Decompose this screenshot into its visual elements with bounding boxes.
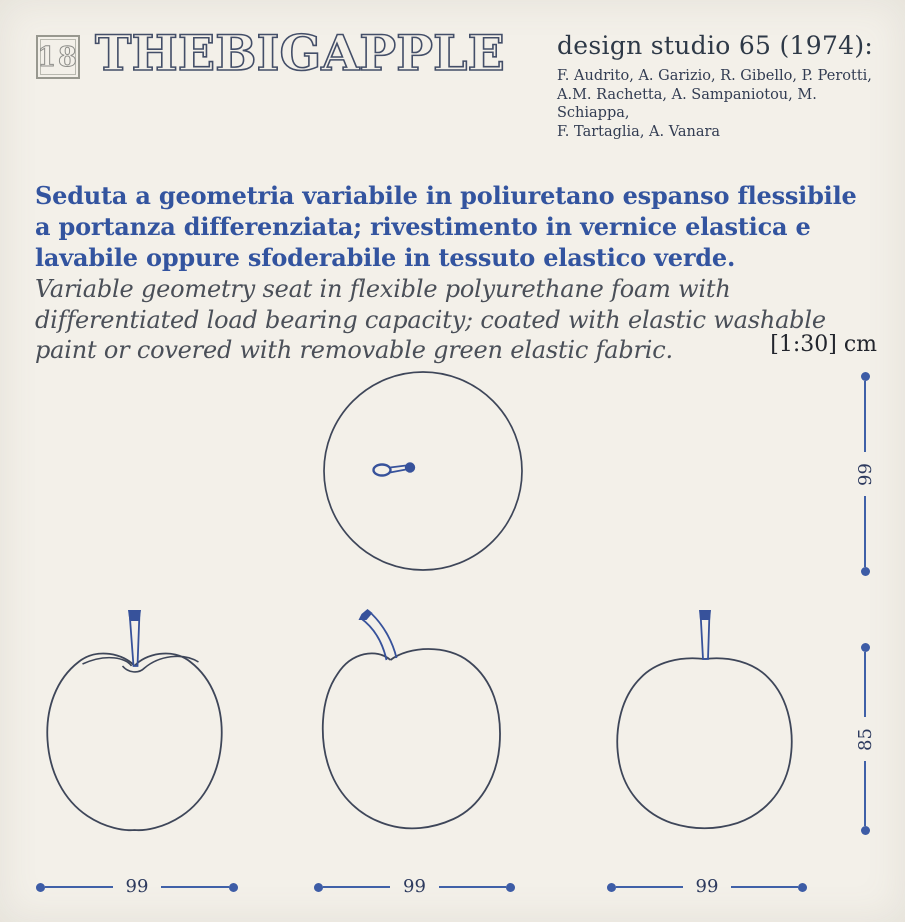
stem-side (359, 609, 397, 660)
dimension-endpoint-dot (506, 883, 515, 892)
description-italian: Seduta a geometria variabile in poliuretano espanso flessibile a portanza differenziata; rivestimento in vernice elastica e lavabile oppure sfoderabile in tessuto elastico verde. (35, 181, 857, 272)
dimension-line (45, 886, 113, 888)
studio-block (557, 31, 887, 141)
front-view-drawing (32, 600, 237, 835)
page-number: 18 (37, 41, 79, 73)
dimension-line (731, 886, 798, 888)
stem-back (699, 610, 711, 659)
apple-body-back (617, 658, 791, 828)
vertical-dimension-apple-height (853, 643, 877, 835)
dimension-endpoint-dot (229, 883, 238, 892)
apple-body-side (323, 649, 500, 828)
dimension-line (439, 886, 506, 888)
dimension-label: 99 (854, 462, 876, 486)
side-view-drawing (308, 598, 518, 836)
studio-heading: design studio 65 (1974): (557, 31, 874, 60)
dimension-line (864, 381, 866, 452)
top-view-drawing (316, 366, 528, 578)
apple-top-rim-front (83, 656, 199, 672)
dimension-line (864, 652, 866, 717)
dimension-line (616, 886, 683, 888)
dimension-line (864, 761, 866, 826)
width-dimension-back (607, 876, 807, 897)
designer-list (557, 67, 887, 141)
dimension-endpoint-dot (861, 826, 870, 835)
description-english: Variable geometry seat in flexible polyurethane foam with differentiated load bearing capacity; coated with elastic washable paint or covered with removable green elastic fabric. (35, 275, 826, 364)
designer-line: F. Audrito, A. Garizio, R. Gibello, P. Perotti, (557, 68, 872, 84)
apple-outline-top (324, 372, 522, 570)
scale-note: [1:30] cm (770, 332, 877, 357)
width-dimension-front (36, 876, 238, 897)
stem-top-view (374, 462, 416, 475)
dimension-line (864, 496, 866, 567)
dimension-endpoint-dot (314, 883, 323, 892)
dimension-endpoint-dot (607, 883, 616, 892)
dimension-label: 85 (854, 727, 876, 751)
dimension-line (161, 886, 229, 888)
dimension-label: 99 (403, 876, 426, 897)
dimension-endpoint-dot (861, 372, 870, 381)
width-dimension-side (314, 876, 515, 897)
dimension-endpoint-dot (861, 643, 870, 652)
page-number-badge (36, 35, 80, 79)
designer-line: F. Tartaglia, A. Vanara (557, 123, 721, 140)
apple-body-front (47, 653, 221, 830)
page-title: THEBIGAPPLE (95, 24, 505, 82)
dimension-label: 99 (695, 876, 719, 897)
dimension-endpoint-dot (798, 883, 807, 892)
dimension-endpoint-dot (861, 567, 870, 576)
dimension-endpoint-dot (36, 883, 45, 892)
dimension-label: 99 (125, 876, 149, 897)
stem-front (128, 610, 141, 666)
dimension-line (323, 886, 390, 888)
designer-line: A.M. Rachetta, A. Sampaniotou, M. Schiappa, (557, 86, 817, 121)
back-view-drawing (602, 600, 807, 835)
vertical-dimension-top-view (853, 372, 877, 576)
